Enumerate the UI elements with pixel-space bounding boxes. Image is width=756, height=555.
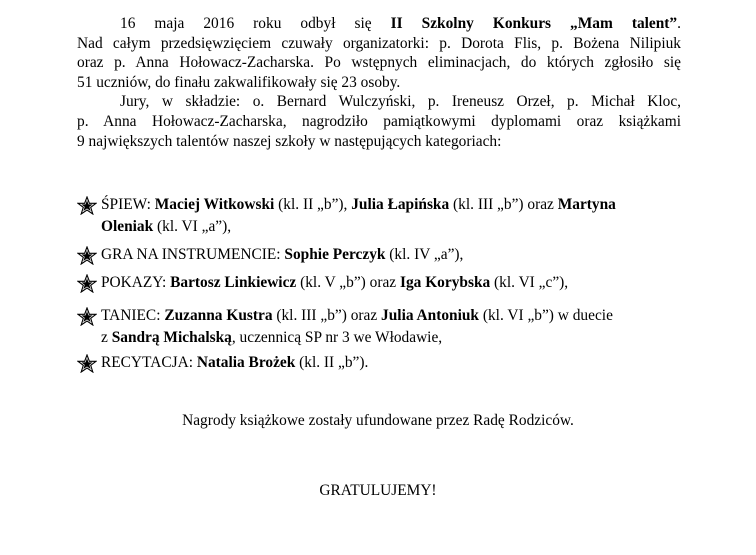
category-text-segment: TANIEC: (101, 307, 165, 324)
category-line (101, 194, 681, 216)
category-text (101, 272, 681, 294)
intro-p2-line-3: 9 największych talentów naszej szkoły w następujących kategoriach: (77, 132, 502, 150)
intro-paragraph-2 (77, 92, 681, 151)
star-bullet-icon (77, 354, 97, 373)
category-line (101, 305, 681, 327)
category-text (101, 352, 681, 374)
category-text-segment: (kl. II „b”), (274, 196, 352, 213)
category-text-segment: (kl. VI „a”), (153, 217, 232, 235)
winner-name: Iga Korybska (399, 274, 491, 291)
sponsor-note: Nagrody książkowe zostały ufundowane przez Radę Rodziców. (182, 412, 574, 429)
winner-name: Martyna (557, 196, 616, 213)
intro-p2-line-1: Jury, w składzie: o. Bernard Wulczyński, p. Ireneusz Orzeł, p. Michał Kloc, (120, 93, 681, 111)
intro-p1-line-4: 51 uczniów, do finału zakwalifikowały się 23 osoby. (77, 73, 401, 91)
category-text-segment: , uczennicą SP nr 3 we Włodawie, (231, 328, 443, 346)
winner-name: Natalia Brożek (196, 354, 296, 371)
winner-name: Bartosz Linkiewicz (170, 274, 297, 291)
category-text-segment: (kl. III „b”) oraz (449, 196, 558, 213)
intro-p1-line-2: Nad całym przedsięwzięciem czuwały organizatorki: p. Dorota Flis, p. Bożena Nilipiuk (77, 34, 681, 52)
winner-name: Julia Antoniuk (381, 307, 479, 324)
winner-name: Oleniak (101, 217, 154, 235)
star-bullet-icon (77, 196, 97, 215)
category-text-segment: (kl. II „b”). (295, 354, 369, 371)
category-text (101, 194, 681, 237)
category-text-segment: (kl. VI „b”) w duecie (479, 307, 613, 324)
star-bullet-icon (77, 274, 97, 293)
winner-name: Maciej Witkowski (154, 196, 275, 213)
category-text-segment: POKAZY: (101, 274, 171, 291)
category-text-segment: (kl. V „b”) oraz (296, 274, 400, 291)
category-line (101, 272, 681, 294)
intro-p1-line-1: 16 maja 2016 roku odbył się II Szkolny Konkurs „Mam talent”. (120, 15, 681, 32)
category-line (101, 352, 681, 374)
category-text-segment: ŚPIEW: (101, 196, 155, 213)
category-text (101, 244, 681, 266)
category-text-segment: (kl. VI „c”), (490, 274, 569, 291)
winner-name: Sandrą Michalską (111, 328, 232, 346)
category-line (101, 244, 681, 266)
congratulations-text: GRATULUJEMY! (319, 482, 437, 499)
winner-name: Julia Łapińska (351, 196, 450, 213)
intro-paragraph-1 (77, 14, 681, 92)
category-text-segment: z (101, 328, 112, 346)
category-text-segment: (kl. III „b”) oraz (272, 307, 382, 324)
winner-name: Zuzanna Kustra (164, 307, 273, 324)
category-text (101, 305, 681, 348)
category-text-segment: (kl. IV „a”), (385, 246, 464, 263)
category-text-segment: GRA NA INSTRUMENCIE: (101, 246, 285, 263)
winner-name: Sophie Perczyk (284, 246, 386, 263)
star-bullet-icon (77, 246, 97, 265)
category-line (101, 216, 681, 238)
star-bullet-icon (77, 307, 97, 326)
intro-p2-line-2: p. Anna Hołowacz-Zacharska, nagrodziło pamiątkowymi dyplomami oraz książkami (77, 112, 681, 130)
intro-p1-line-3: oraz p. Anna Hołowacz-Zacharska. Po wstępnych eliminacjach, do których zgłosiło się (77, 54, 681, 72)
contest-name: II Szkolny Konkurs „Mam talent” (390, 15, 678, 32)
category-line (101, 327, 681, 349)
document-body (77, 14, 681, 151)
category-text-segment: RECYTACJA: (101, 354, 197, 371)
